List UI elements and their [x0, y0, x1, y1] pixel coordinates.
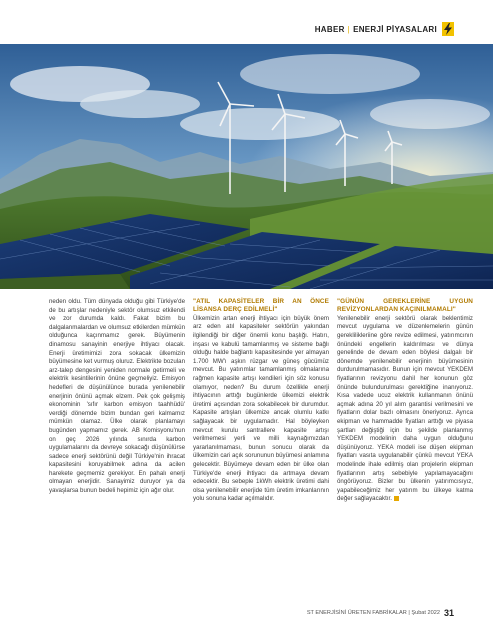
- column-2-subheading: "ATIL KAPASİTELER BİR AN ÖNCE LİSANSA DERÇ EDİLMELİ": [193, 298, 329, 314]
- header-section-label: HABER: [314, 24, 345, 34]
- page-number: 31: [443, 608, 454, 618]
- page-footer: [307, 608, 454, 618]
- header-topic-label: ENERJİ PİYASALARI: [353, 24, 437, 34]
- article-column-1: [49, 298, 185, 496]
- column-1-body: neden oldu. Tüm dünyada olduğu gibi Türkiye'de de bu artışlar nedeniyle sektör olumsuz etkilendi ve zor durumda kaldı. Fakat bizim bu dalgalanmalardan ve olumsuz etkilerden mümkün olduğunca kaçınmamız gerek. Büyümenin dinamosu sanayinin enerjiye ihtiyacı olacak. Enerji üretimimizi zora sokacak ülkemizin büyümesine ket vurmuş oluruz. Elektrikte bozulan arz-talep dengesini yeniden normale getirmeli ve elektrik kesintilerinin önüne geçmeliyiz. Emisyon hedefleri de düşünülünce burada yenilenebilir enerjinin önünü açmak elzem. Pek çok gelişmiş ekonominin 'sıfır karbon emisyon taahhüdü' verdiği dönemde bizim bundan geri kalmamız mümkün olamaz. Ülke olarak planlamayı bugünden yapmamız gerek. AB Komisyonu'nun on geç 2026 yılında sınırda karbon uygulamalarını da devreye sokacağı düşünülürse sadece enerji sektörünü değil Türkiye'nin ihracat kapasitesini koruyabilmek adına da acilen harekete geçmemiz gerekiyor. En pahalı enerji olmayan enerjidir. Sanayimiz duruyor ya da yavaşlarsa bunun bedeli hepimiz için ağır olur.: [49, 298, 185, 495]
- footer-text: ST ENERJİSİNİ ÜRETEN FABRİKALAR | Şubat 2022: [306, 610, 440, 616]
- section-header: [315, 22, 454, 36]
- lightning-bolt-icon: [442, 22, 454, 36]
- article-column-2: [193, 298, 329, 504]
- landscape-photo: [0, 44, 493, 289]
- header-separator: |: [347, 24, 351, 34]
- column-3-body: [337, 315, 473, 504]
- column-3-body-text: Yenilenebilir enerji sektörü olarak beklentimiz mevcut uygulama ve düzenlemelerin günün gereklilikleriine göre revize edilmesi, yatırımcının önündeki engellerin kaldırılması ve dünya genelinde de devam eden böylesi dalgalı bir dönemde yenilenebilir enerjinin büyümesinin durdurulmamasıdır. Bunun için mevcut YEKDEM fiyatlarının revizyonu dahil her konunun göz önünde bulundurulması gerektiğine inanıyoruz. Kısa vadede ucuz elektrik kullanmanın önünü açmak adına 20 yıl alım garantisi verilmesini ve fiyatların dolar bazlı olmasını öneriyoruz. Ayrıca ekipman ve hammadde fiyatları arttığı ve piyasa şartları değiştiği için bu şekilde planlanmış YEKDEM modelinin daha uygun olduğunu düşünüyoruz. YEKA modeli ise düşen ekipman fiyatları vasıta uygulanabilir çünkü mevcut YEKA modelinde ihale edilmiş olan projelerin ekipman fiyatlarının artış sebebiyle yapılamayacağını öngörüyoruz. Bizler bu ülkenin yatırımcısıyız, yapabileceğimiz her yatırım bu ülkeye katma değer sağlayacaktır.: [337, 314, 473, 503]
- column-3-subheading: "GÜNÜN GEREKLERİNE UYGUN REVİZYONLARDAN KAÇINILMAMALI": [337, 298, 473, 314]
- article-column-3: [337, 298, 473, 504]
- end-of-article-mark: [394, 496, 399, 501]
- column-2-body: Ülkemizin artan enerji ihtiyacı için büyük önem arz eden atıl kapasiteler sektörün yakından ilgilendiği bir diğer önemli konu başlığı. Hatırı, inşası ve kabulü tamamlanmış ve sisteme bağlı olduğu halde bağlantı kapasitesinde yer almayan 1.700 MW'ı aşkın rüzgar ve güneş gücümüz mevcut. Bu yatırımlar tamamlanmış olmalarına rağmen kapasite artışı kendileri için söz konusu olamıyor, neden? Bu durum özellikle enerji ihtiyacının arttığı bugünlerde ülkemizi elektrik üretimi açısından zora sokabilecek bir durumdur. Kapasite artışları ülkemize ancak olumlu katkı sağlayacak bir uygulamadır. Hal böyleyken mevcut kurulu santrallere kapasite artışı verilmemesi yerli ve milli kaynağımızdan yararlanılmaması, bunun sonucu olarak da ülkemizin cari açık sorununun büyümesi anlamına gelecektir. Büyümeye devam eden bir ülke olan Türkiye'de enerji ihtiyacı da artmaya devam edecektir. Bu sebeple 1kWh elektrik üretimi dahi olsa yenilenebilir enerjide tüm üretim imkanlarının yolu sonuna kadar açılmalıdır.: [193, 314, 329, 503]
